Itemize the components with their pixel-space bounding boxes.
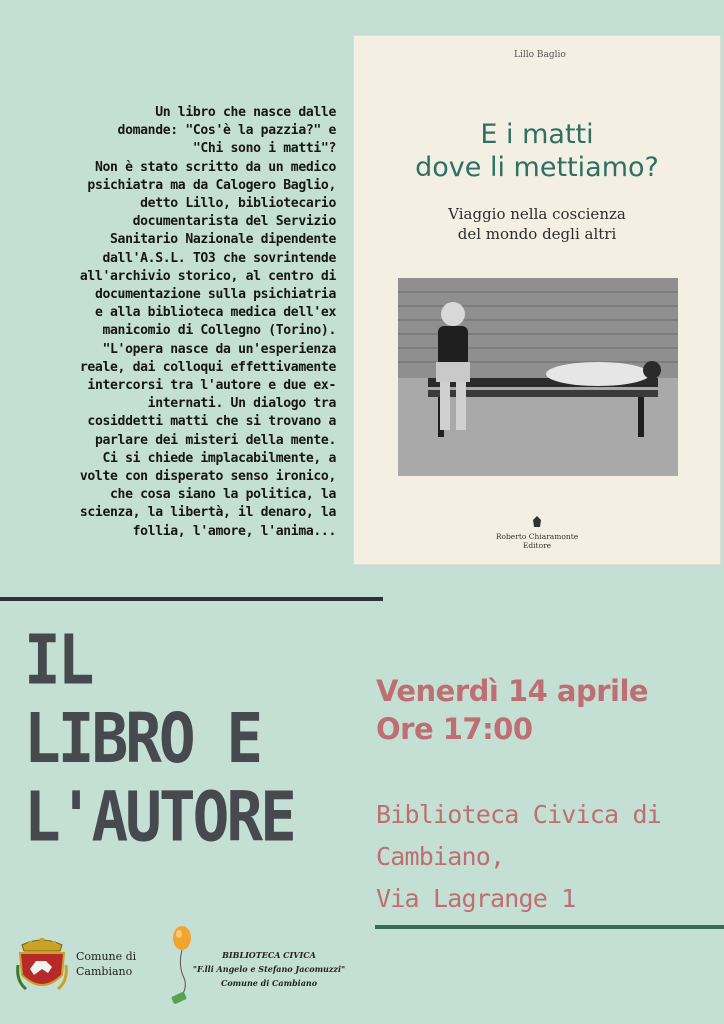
event-location (376, 794, 661, 920)
comune-name (76, 949, 136, 979)
description-line: domande: "Cos'è la pazzia?" e (117, 123, 336, 139)
location-line-2: Cambiano, (376, 842, 505, 871)
description-line: manicomio di Collegno (Torino). (102, 323, 336, 339)
description-line: Sanitario Nazionale dipendente (110, 232, 336, 248)
location-line-1: Biblioteca Civica di (376, 800, 662, 829)
location-line-3: Via Lagrange 1 (376, 884, 576, 913)
cover-photo (398, 278, 678, 476)
cover-author: Lillo Baglio (514, 50, 566, 60)
description-line: scienza, la libertà, il denaro, la (79, 505, 336, 521)
description-line: documentazione sulla psichiatria (94, 287, 336, 303)
description-line: "L'opera nasce da un'esperienza (102, 341, 336, 357)
description-line: psichiatra ma da Calogero Baglio, (87, 177, 336, 193)
description-line: Non è stato scritto da un medico (94, 159, 336, 175)
description-line: "Chi sono i matti"? (192, 141, 336, 157)
comune-coat-of-arms-icon (16, 935, 68, 997)
description-line: detto Lillo, bibliotecario (140, 196, 336, 212)
description-line: Un libro che nasce dalle (155, 105, 336, 120)
book-description (18, 104, 336, 541)
cover-publisher: Roberto Chiaramonte Editore (495, 532, 579, 550)
bench-photo-illustration (398, 278, 678, 476)
description-line: all'archivio storico, al centro di (79, 268, 336, 284)
description-line: parlare dei misteri della mente. (94, 432, 336, 448)
description-line: intercorsi tra l'autore e due ex- (87, 378, 336, 394)
event-datetime (376, 672, 648, 748)
description-line: Ci si chiede implacabilmente, a (102, 450, 336, 466)
description-line: reale, dai colloqui effettivamente (79, 359, 336, 375)
comune-line-1: Comune di (76, 950, 137, 963)
description-line: internati. Un dialogo tra (147, 396, 336, 412)
description-line: e alla biblioteca medica dell'ex (94, 305, 336, 321)
divider-bottom (375, 925, 724, 929)
divider-top (0, 597, 383, 601)
event-time: Ore 17:00 (376, 712, 533, 746)
comune-line-2: Cambiano (76, 965, 133, 978)
biblioteca-line-3: Comune di Cambiano (220, 978, 318, 988)
biblioteca-line-2: "F.lli Angelo e Stefano Jacomuzzi" (192, 964, 346, 974)
biblioteca-name (184, 948, 354, 990)
publisher-logo-icon (532, 516, 542, 528)
description-line: volte con disperato senso ironico, (79, 469, 336, 485)
cover-subtitle: Viaggio nella coscienza del mondo degli altri (448, 205, 626, 243)
description-line: dall'A.S.L. TO3 che sovrintende (102, 250, 336, 266)
description-line: documentarista del Servizio (132, 214, 336, 230)
event-date: Venerdì 14 aprile (376, 674, 649, 708)
book-cover (354, 36, 720, 564)
cover-title: E i matti dove li mettiamo? (415, 119, 659, 183)
description-line: che cosa siano la politica, la (110, 487, 336, 503)
description-line: follia, l'amore, l'anima... (132, 523, 336, 539)
description-line: cosiddetti matti che si trovano a (87, 414, 336, 430)
biblioteca-line-1: BIBLIOTECA CIVICA (222, 950, 316, 960)
event-heading: IL LIBRO E L'AUTORE (24, 620, 294, 858)
